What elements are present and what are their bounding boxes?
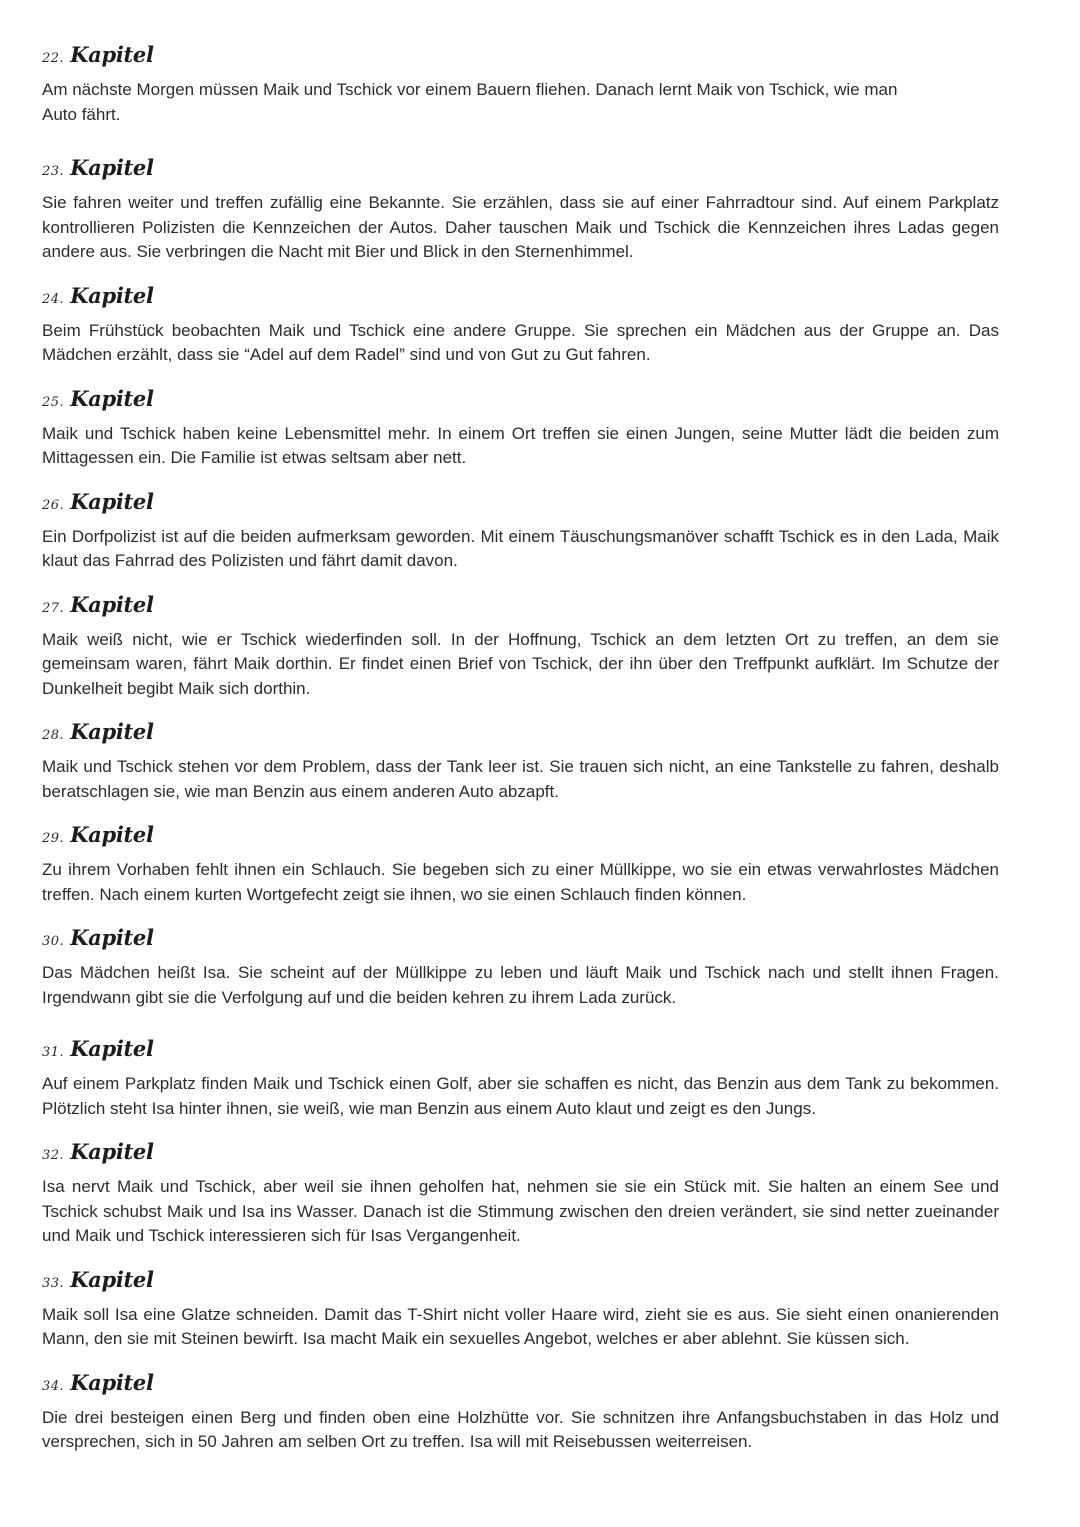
chapter-31 bbox=[42, 1036, 999, 1121]
chapter-heading bbox=[42, 42, 999, 76]
chapter-number: 34. bbox=[42, 1378, 65, 1394]
chapter-number: 25. bbox=[42, 394, 65, 410]
chapter-word: Kapitel bbox=[70, 385, 154, 411]
chapter-26 bbox=[42, 489, 999, 574]
chapter-number: 22. bbox=[42, 51, 65, 66]
chapter-number: 32. bbox=[42, 1148, 65, 1163]
chapter-27 bbox=[42, 592, 999, 702]
chapter-heading bbox=[42, 1139, 999, 1173]
chapter-heading bbox=[42, 489, 999, 523]
chapter-word: Kapitel bbox=[70, 42, 154, 67]
chapter-word: Kapitel bbox=[70, 488, 154, 514]
document-page bbox=[42, 42, 999, 1455]
chapter-summary: Maik und Tschick haben keine Lebensmittel mehr. In einem Ort treffen sie einen Jungen, seine Mutter lädt die beiden zum Mittagessen ein. Die Familie ist etwas seltsam aber nett. bbox=[42, 423, 999, 467]
chapter-word: Kapitel bbox=[70, 282, 154, 308]
chapter-summary: Isa nervt Maik und Tschick, aber weil sie ihnen geholfen hat, nehmen sie sie ein Stück mit. Sie halten an einem See und Tschick schubst Maik und Isa ins Wasser. Danach ist die Stimmung zwischen den dreien verändert, sie sind netter zueinander und Maik und Tschick interessieren sich für Isas Vergangenheit. bbox=[42, 1177, 999, 1245]
chapter-summary: Zu ihrem Vorhaben fehlt ihnen ein Schlauch. Sie begeben sich zu einer Müllkippe, wo sie ein etwas verwahrlostes Mädchen treffen. Nach einem kurten Wortgefecht zeigt sie ihnen, wo sie einen Schlauch finden können. bbox=[42, 860, 999, 904]
chapter-heading bbox=[42, 155, 999, 189]
chapter-number: 33. bbox=[42, 1275, 65, 1291]
chapter-heading bbox=[42, 386, 999, 420]
chapter-summary: Ein Dorfpolizist ist auf die beiden aufmerksam geworden. Mit einem Täuschungsmanöver schafft Tschick es in den Lada, Maik klaut das Fahrrad des Polizisten und fährt damit davon. bbox=[42, 526, 999, 570]
chapter-heading bbox=[42, 592, 999, 626]
chapter-22 bbox=[42, 42, 999, 127]
chapter-number: 24. bbox=[42, 291, 65, 307]
chapter-34 bbox=[42, 1370, 999, 1455]
chapter-word: Kapitel bbox=[70, 1139, 154, 1164]
chapter-word: Kapitel bbox=[70, 822, 154, 847]
chapter-summary: Am nächste Morgen müssen Maik und Tschick vor einem Bauern fliehen. Danach lernt Maik von Tschick, wie man Auto fährt. bbox=[42, 80, 898, 124]
chapter-25 bbox=[42, 386, 999, 471]
chapter-word: Kapitel bbox=[70, 1369, 154, 1395]
chapter-heading bbox=[42, 925, 999, 959]
chapter-summary: Maik weiß nicht, wie er Tschick wiederfinden soll. In der Hoffnung, Tschick an dem letzten Ort zu treffen, an dem sie gemeinsam waren, fährt Maik dorthin. Er findet einen Brief von Tschick, der ihn über den Treffpunkt aufklärt. Im Schutze der Dunkelheit begibt Maik sich dorthin. bbox=[42, 629, 999, 698]
chapter-28 bbox=[42, 719, 999, 804]
chapter-heading bbox=[42, 283, 999, 317]
chapter-summary: Beim Frühstück beobachten Maik und Tschick eine andere Gruppe. Sie sprechen ein Mädchen aus der Gruppe an. Das Mädchen erzählt, dass sie “Adel auf dem Radel” sind und von Gut zu Gut fahren. bbox=[42, 320, 999, 364]
chapter-number: 26. bbox=[42, 497, 65, 513]
chapter-30 bbox=[42, 925, 999, 1010]
chapter-word: Kapitel bbox=[70, 719, 154, 744]
chapter-heading bbox=[42, 1267, 999, 1301]
chapter-summary: Auf einem Parkplatz finden Maik und Tschick einen Golf, aber sie schaffen es nicht, das Benzin aus dem Tank zu bekommen. Plötzlich steht Isa hinter ihnen, sie weiß, wie man Benzin aus einem Auto klaut und zeigt es den Jungs. bbox=[42, 1074, 999, 1118]
chapter-word: Kapitel bbox=[70, 925, 154, 950]
chapter-word: Kapitel bbox=[70, 591, 154, 617]
chapter-heading bbox=[42, 719, 999, 753]
chapter-number: 27. bbox=[42, 600, 65, 616]
chapter-number: 31. bbox=[42, 1045, 65, 1060]
chapter-summary: Maik und Tschick stehen vor dem Problem, dass der Tank leer ist. Sie trauen sich nicht, an eine Tankstelle zu fahren, deshalb beratschlagen sie, wie man Benzin aus einem anderen Auto abzapft. bbox=[42, 757, 999, 801]
chapter-heading bbox=[42, 1036, 999, 1070]
chapter-word: Kapitel bbox=[70, 1266, 154, 1292]
chapter-23 bbox=[42, 155, 999, 265]
chapter-number: 23. bbox=[42, 164, 65, 179]
chapter-number: 28. bbox=[42, 728, 65, 743]
chapter-summary: Maik soll Isa eine Glatze schneiden. Damit das T-Shirt nicht voller Haare wird, zieht sie es aus. Sie sieht einen onanierenden Mann, den sie mit Steinen bewirft. Isa macht Maik ein sexuelles Angebot, welches er aber ablehnt. Sie küssen sich. bbox=[42, 1304, 999, 1348]
chapter-number: 29. bbox=[42, 831, 65, 846]
chapter-29 bbox=[42, 822, 999, 907]
chapter-summary: Das Mädchen heißt Isa. Sie scheint auf der Müllkippe zu leben und läuft Maik und Tschick nach und stellt ihnen Fragen. Irgendwann gibt sie die Verfolgung auf und die beiden kehren zu ihrem Lada zurück. bbox=[42, 963, 999, 1007]
chapter-33 bbox=[42, 1267, 999, 1352]
chapter-summary: Sie fahren weiter und treffen zufällig eine Bekannte. Sie erzählen, dass sie auf einer Fahrradtour sind. Auf einem Parkplatz kontrollieren Polizisten die Kennzeichen der Autos. Daher tauschen Maik und Tschick die Kennzeichen ihres Ladas gegen andere aus. Sie verbringen die Nacht mit Bier und Blick in den Sternenhimmel. bbox=[42, 193, 999, 261]
chapter-24 bbox=[42, 283, 999, 368]
chapter-word: Kapitel bbox=[70, 1036, 154, 1061]
chapter-32 bbox=[42, 1139, 999, 1249]
chapter-number: 30. bbox=[42, 934, 65, 949]
chapter-summary: Die drei besteigen einen Berg und finden oben eine Holzhütte vor. Sie schnitzen ihre Anfangsbuchstaben in das Holz und versprechen, sich in 50 Jahren am selben Ort zu treffen. Isa will mit Reisebussen weiterreisen. bbox=[42, 1407, 999, 1451]
chapter-heading bbox=[42, 822, 999, 856]
chapter-heading bbox=[42, 1370, 999, 1404]
chapter-word: Kapitel bbox=[70, 155, 154, 180]
